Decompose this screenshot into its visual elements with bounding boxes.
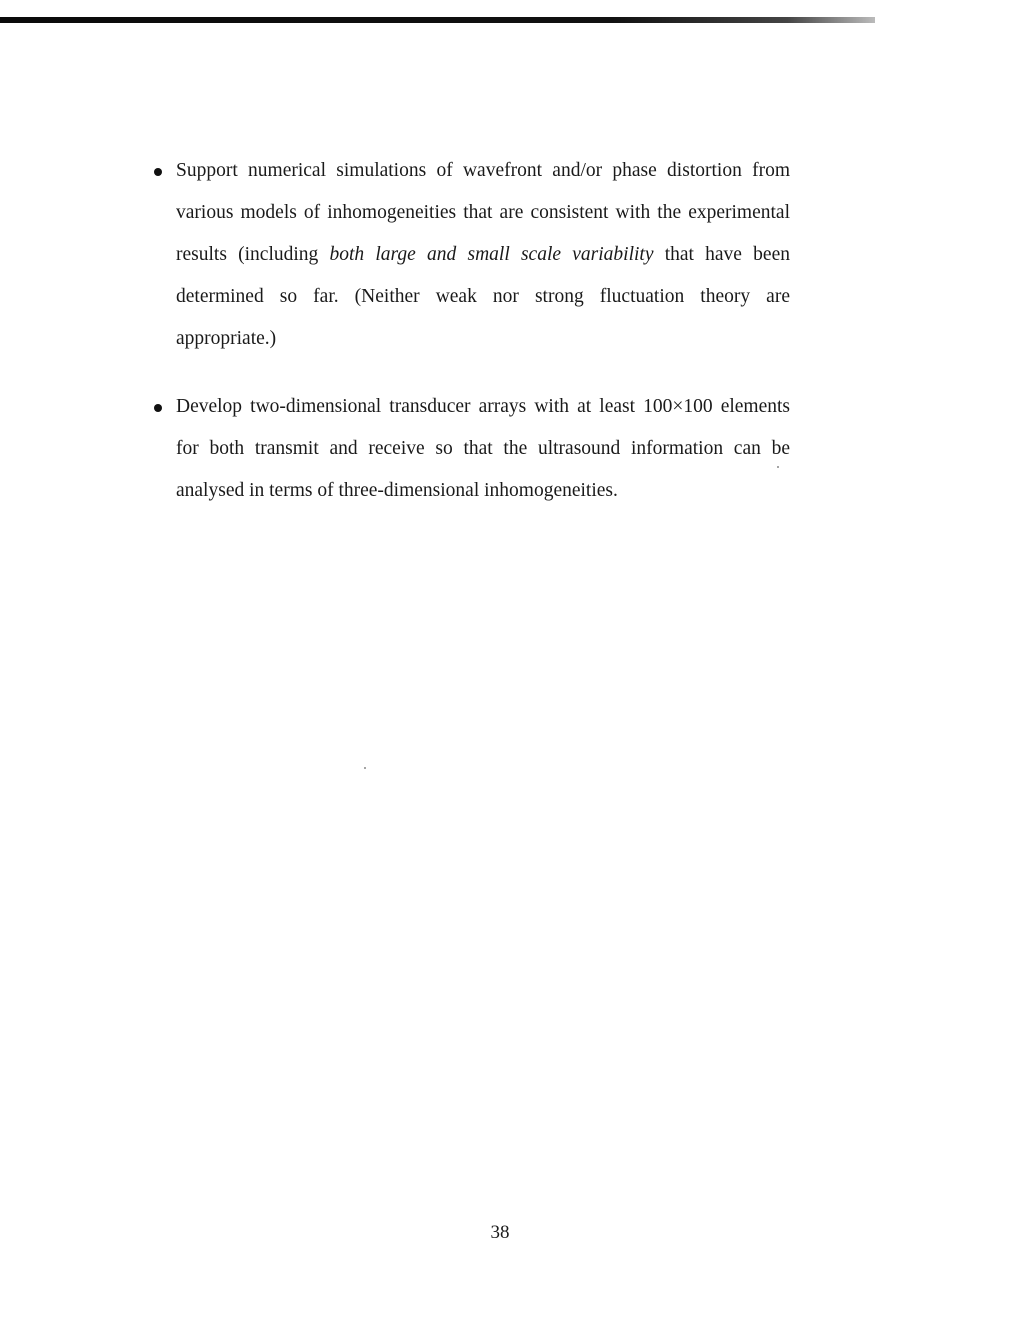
bullet-item-transducer-arrays bbox=[150, 386, 790, 512]
bullet-icon bbox=[154, 168, 162, 176]
bullet-text-part-1: Support numerical simulations of wavefront and/or phase distortion from various models of inhomogeneities that are consistent with the experimental results (including bbox=[176, 160, 790, 265]
scan-edge-bar bbox=[0, 17, 875, 23]
bullet-icon bbox=[154, 404, 162, 412]
scan-speck bbox=[364, 767, 366, 769]
bullet-text-emphasis: both large and small scale variability bbox=[329, 244, 654, 265]
bullet-text: Develop two-dimensional transducer arrays with at least 100×100 elements for both transmit and receive so that the ultrasound information can be analysed in terms of three-dimensional inhomogeneities. bbox=[176, 396, 790, 501]
bullet-list bbox=[150, 150, 790, 538]
scan-speck bbox=[777, 466, 779, 468]
bullet-text-part-2: that have been determined so far. (Neither weak nor strong fluctuation theory are appropriate.) bbox=[176, 244, 790, 349]
page-number: 38 bbox=[490, 1222, 510, 1243]
bullet-item-simulations bbox=[150, 150, 790, 360]
